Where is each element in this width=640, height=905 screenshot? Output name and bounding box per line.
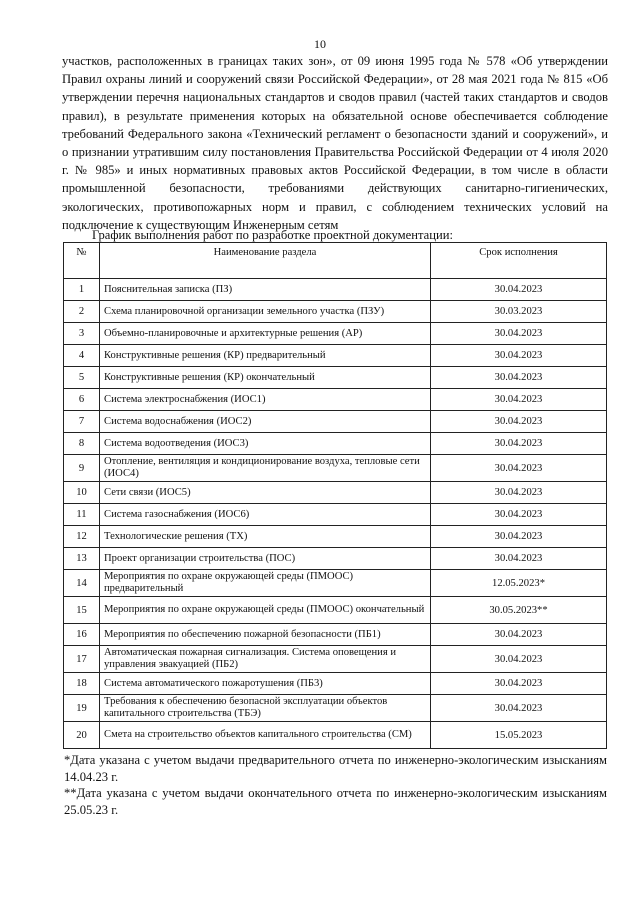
footnote: **Дата указана с учетом выдачи окончательного отчета по инженерно-экологическим изысканиям 25.05.23 г.: [64, 786, 607, 817]
table-row: [64, 548, 607, 570]
schedule-table: [63, 242, 607, 749]
row-deadline: 30.04.2023: [431, 548, 607, 570]
row-number: 8: [64, 433, 100, 455]
table-row: [64, 695, 607, 722]
row-section-name: Проект организации строительства (ПОС): [100, 548, 431, 570]
header-name: Наименование раздела: [100, 243, 431, 279]
table-row: [64, 301, 607, 323]
row-number: 2: [64, 301, 100, 323]
row-deadline: 30.04.2023: [431, 323, 607, 345]
row-section-name: Объемно-планировочные и архитектурные решения (АР): [100, 323, 431, 345]
row-number: 9: [64, 455, 100, 482]
table-header-row: [64, 243, 607, 279]
table-row: [64, 323, 607, 345]
row-section-name: Конструктивные решения (КР) окончательный: [100, 367, 431, 389]
table-row: [64, 411, 607, 433]
table-row: [64, 624, 607, 646]
row-deadline: 30.04.2023: [431, 455, 607, 482]
row-section-name: Смета на строительство объектов капитального строительства (СМ): [100, 722, 431, 749]
table-row: [64, 570, 607, 597]
header-num: №: [64, 243, 100, 279]
row-section-name: Система водоотведения (ИОС3): [100, 433, 431, 455]
table-row: [64, 646, 607, 673]
table-row: [64, 279, 607, 301]
row-number: 5: [64, 367, 100, 389]
row-section-name: Система электроснабжения (ИОС1): [100, 389, 431, 411]
row-section-name: Отопление, вентиляция и кондиционирование воздуха, тепловые сети (ИОС4): [100, 455, 431, 482]
table-row: [64, 433, 607, 455]
row-deadline: 30.04.2023: [431, 673, 607, 695]
row-deadline: 30.05.2023**: [431, 597, 607, 624]
row-number: 10: [64, 482, 100, 504]
intro-paragraph: участков, расположенных в границах таких зон», от 09 июня 1995 года № 578 «Об утверждении Правил охраны линий и сооружений связи Российской Федерации», от 28 мая 2021 года № 815 «Об утверждении перечня национальных стандартов и сводов правил (частей таких стандартов и сводов правил), в результате применения которых на обязательной основе обеспечивается соблюдение требований Федерального закона «Технический регламент о безопасности зданий и сооружений», и о признании утратившим силу постановления Правительства Российской Федерации от 4 июля 2020 г. № 985» и иных нормативных правовых актов Российской Федерации, в том числе в области промышленной безопасности, требованиями действующих санитарно-гигиенических, экологических, противопожарных норм и правил, с соблюдением технических условий на подключение к существующим Инженерным сетям: [62, 54, 608, 232]
schedule-body: [64, 279, 607, 749]
row-number: 14: [64, 570, 100, 597]
row-deadline: 15.05.2023: [431, 722, 607, 749]
table-row: [64, 526, 607, 548]
row-deadline: 30.04.2023: [431, 482, 607, 504]
page-number: 10: [314, 37, 326, 51]
row-number: 17: [64, 646, 100, 673]
row-deadline: 30.04.2023: [431, 367, 607, 389]
row-number: 19: [64, 695, 100, 722]
table-row: [64, 345, 607, 367]
row-section-name: Сети связи (ИОС5): [100, 482, 431, 504]
table-row: [64, 722, 607, 749]
row-deadline: 30.04.2023: [431, 624, 607, 646]
row-section-name: Система автоматического пожаротушения (ПБ3): [100, 673, 431, 695]
row-number: 18: [64, 673, 100, 695]
table-row: [64, 504, 607, 526]
row-section-name: Система водоснабжения (ИОС2): [100, 411, 431, 433]
table-row: [64, 482, 607, 504]
row-number: 11: [64, 504, 100, 526]
row-deadline: 30.04.2023: [431, 695, 607, 722]
footnote: *Дата указана с учетом выдачи предварительного отчета по инженерно-экологическим изысканиям 14.04.23 г.: [64, 753, 607, 784]
row-number: 4: [64, 345, 100, 367]
table-title: График выполнения работ по разработке проектной документации:: [92, 228, 453, 242]
footnotes: [64, 752, 607, 818]
row-number: 6: [64, 389, 100, 411]
row-number: 13: [64, 548, 100, 570]
row-deadline: 30.04.2023: [431, 646, 607, 673]
table-row: [64, 673, 607, 695]
row-section-name: Пояснительная записка (ПЗ): [100, 279, 431, 301]
row-deadline: 30.04.2023: [431, 345, 607, 367]
row-deadline: 30.04.2023: [431, 389, 607, 411]
row-deadline: 30.03.2023: [431, 301, 607, 323]
row-number: 20: [64, 722, 100, 749]
row-deadline: 30.04.2023: [431, 411, 607, 433]
row-section-name: Мероприятия по обеспечению пожарной безопасности (ПБ1): [100, 624, 431, 646]
row-section-name: Система газоснабжения (ИОС6): [100, 504, 431, 526]
row-section-name: Схема планировочной организации земельного участка (ПЗУ): [100, 301, 431, 323]
row-section-name: Конструктивные решения (КР) предварительный: [100, 345, 431, 367]
table-row: [64, 455, 607, 482]
row-deadline: 30.04.2023: [431, 504, 607, 526]
row-deadline: 12.05.2023*: [431, 570, 607, 597]
row-section-name: Мероприятия по охране окружающей среды (ПМООС) предварительный: [100, 570, 431, 597]
row-deadline: 30.04.2023: [431, 433, 607, 455]
row-number: 15: [64, 597, 100, 624]
table-row: [64, 597, 607, 624]
row-number: 7: [64, 411, 100, 433]
row-section-name: Требования к обеспечению безопасной эксплуатации объектов капитального строительства (ТБЭ): [100, 695, 431, 722]
row-number: 12: [64, 526, 100, 548]
row-number: 1: [64, 279, 100, 301]
header-deadline: Срок исполнения: [431, 243, 607, 279]
row-number: 3: [64, 323, 100, 345]
row-deadline: 30.04.2023: [431, 526, 607, 548]
row-section-name: Технологические решения (ТХ): [100, 526, 431, 548]
row-section-name: Автоматическая пожарная сигнализация. Система оповещения и управления эвакуацией (ПБ2): [100, 646, 431, 673]
row-deadline: 30.04.2023: [431, 279, 607, 301]
table-row: [64, 389, 607, 411]
row-section-name: Мероприятия по охране окружающей среды (ПМООС) окончательный: [100, 597, 431, 624]
table-row: [64, 367, 607, 389]
row-number: 16: [64, 624, 100, 646]
